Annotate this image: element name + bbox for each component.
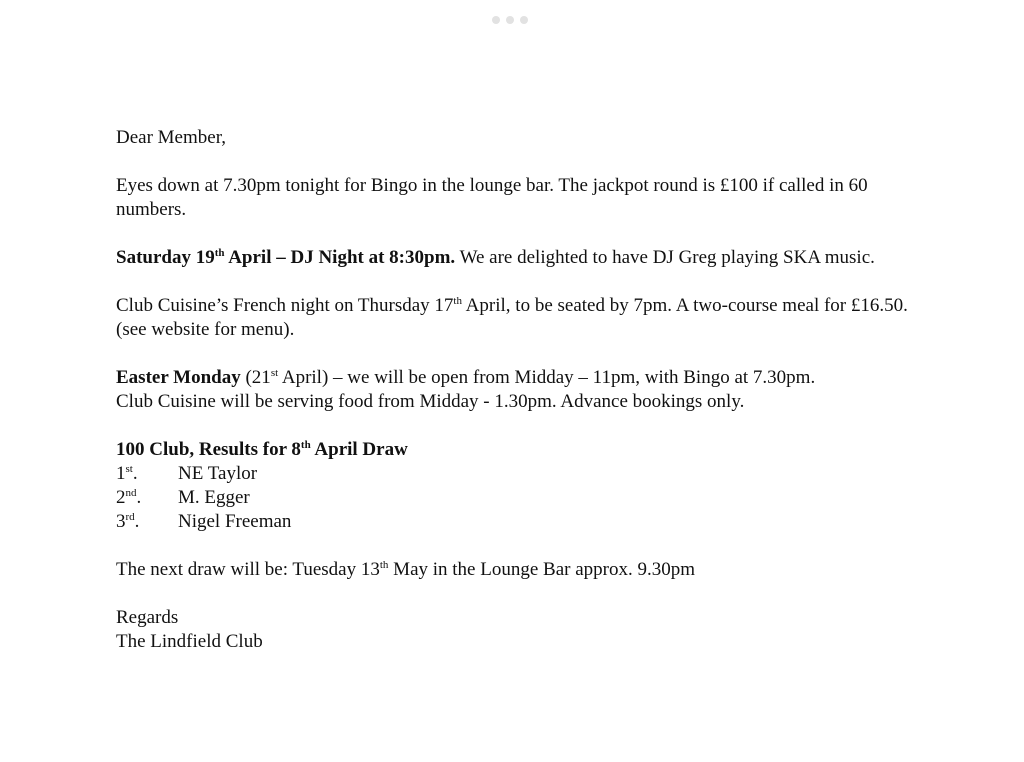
ordinal-suffix: rd [125,511,135,523]
page-indicator-dot [506,16,514,24]
page-indicator [492,16,528,24]
letter-body [116,126,916,654]
next-draw-text-start: The next draw will be: Tuesday 13 [116,559,380,580]
easter-text-end: April) – we will be open from Midday – 11pm, with Bingo at 7.30pm. [278,367,816,388]
winner-name: NE Taylor [178,463,258,484]
easter-paragraph [116,366,916,390]
dj-night-paragraph [116,246,916,270]
position-number: 2 [116,487,126,508]
easter-food-line: Club Cuisine will be serving food from Midday - 1.30pm. Advance bookings only. [116,391,745,412]
result-position [116,510,178,534]
ordinal-suffix: th [379,559,389,571]
result-position [116,486,178,510]
winner-name: M. Egger [178,487,250,508]
next-draw-paragraph [116,558,916,582]
next-draw-text-end: May in the Lounge Bar approx. 9.30pm [388,559,696,580]
position-dot: . [134,511,140,532]
ordinal-suffix: th [300,439,311,451]
french-night-text-start: Club Cuisine’s French night on Thursday 17 [116,295,454,316]
easter-text-start: (21 [240,367,271,388]
closing: Regards [116,607,179,628]
position-dot: . [136,487,142,508]
ordinal-suffix: th [214,247,225,259]
result-position [116,462,178,486]
bingo-paragraph: Eyes down at 7.30pm tonight for Bingo in the lounge bar. The jackpot round is £100 if called in 60 numbers. [116,175,868,220]
list-item [116,510,916,534]
hundred-club-heading-end: April Draw [310,439,408,460]
winner-name: Nigel Freeman [178,511,292,532]
position-number: 1 [116,463,126,484]
list-item [116,462,916,486]
position-dot: . [132,463,138,484]
dj-night-heading [116,247,455,268]
signature: The Lindfield Club [116,631,263,652]
easter-heading: Easter Monday [116,367,241,388]
french-night-paragraph [116,294,916,342]
dj-night-date: Saturday 19 [116,247,215,268]
greeting: Dear Member, [116,127,227,148]
ordinal-suffix: th [453,295,462,307]
results-list [116,462,916,534]
hundred-club-heading [116,438,916,462]
french-night-text-end: April, to be seated by 7pm. A two-course meal for £16.50. (see website for menu). [116,295,908,340]
list-item [116,486,916,510]
dj-night-title: April – DJ Night at 8:30pm. [224,247,456,268]
page-indicator-dot [492,16,500,24]
dj-night-text: We are delighted to have DJ Greg playing SKA music. [455,247,875,268]
ordinal-suffix: nd [125,487,137,499]
page-indicator-dot [520,16,528,24]
ordinal-suffix: st [270,367,279,379]
position-number: 3 [116,511,126,532]
hundred-club-heading-start: 100 Club, Results for 8 [116,439,301,460]
ordinal-suffix: st [125,463,133,475]
